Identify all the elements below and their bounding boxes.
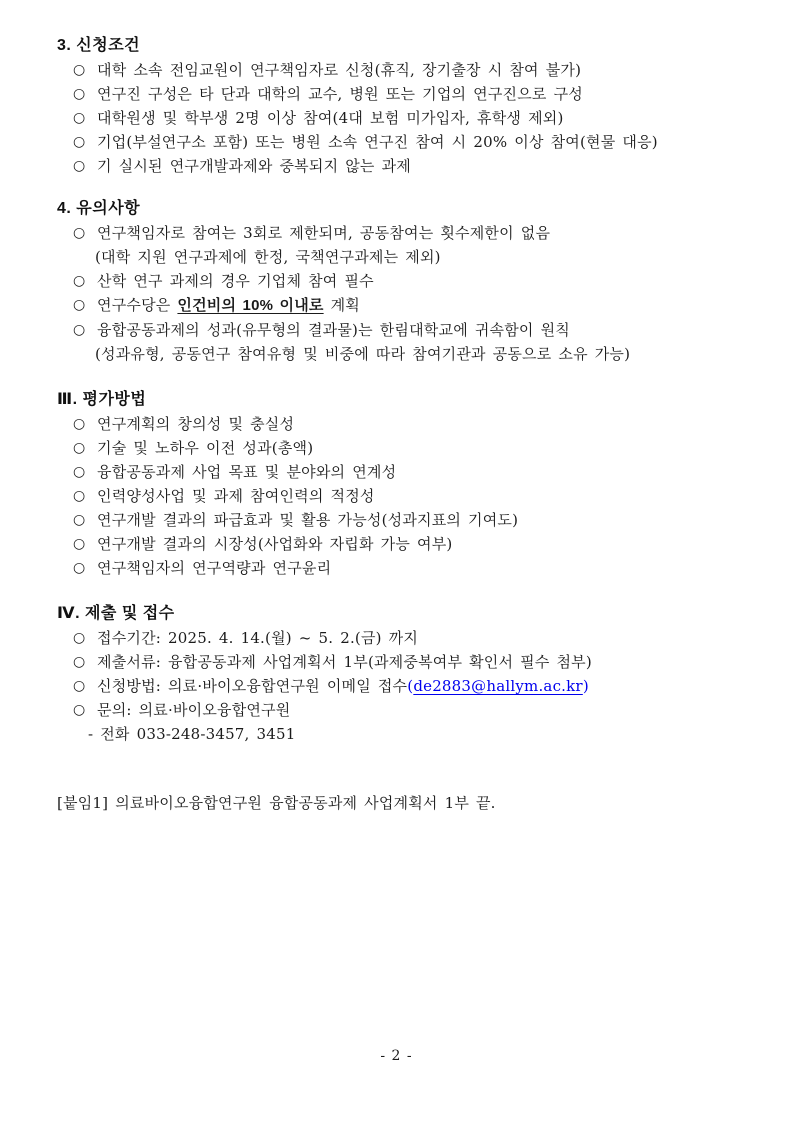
bullet-item-text: 연구계획의 창의성 및 충실성 (97, 415, 295, 433)
bullet-item (57, 484, 757, 508)
section-title: Ⅲ. 평가방법 (57, 391, 147, 408)
bullet-item-text: 융합공동과제의 성과(유무형의 결과물)는 한림대학교에 귀속함이 원칙 (97, 321, 570, 339)
bullet-item (57, 698, 757, 722)
attachment-note: [붙임1] 의료바이오융합연구원 융합공동과제 사업계획서 1부 끝. (57, 794, 496, 812)
section-title: Ⅳ. 제출 및 접수 (57, 605, 175, 622)
continuation-text: (대학 지원 연구과제에 한정, 국책연구과제는 제외) (95, 248, 441, 266)
bullet-item-text: 계획 (323, 296, 360, 314)
bullet-item-text: 연구개발 결과의 시장성(사업화와 자립화 가능 여부) (97, 535, 453, 553)
circle-bullet-icon: ○ (73, 560, 86, 576)
section-application-conditions (57, 34, 757, 178)
bullet-item-text: 연구수당은 (97, 296, 178, 314)
bullet-item (57, 412, 757, 436)
circle-bullet-icon: ○ (73, 536, 86, 552)
circle-bullet-icon: ○ (73, 512, 86, 528)
bullet-item-text: 기 실시된 연구개발과제와 중복되지 않는 과제 (97, 157, 411, 175)
bullet-item-text: 대학 소속 전임교원이 연구책임자로 신청(휴직, 장기출장 시 참여 불가) (97, 61, 582, 79)
bullet-item (57, 154, 757, 178)
circle-bullet-icon: ○ (73, 488, 86, 504)
circle-bullet-icon: ○ (73, 158, 86, 174)
circle-bullet-icon: ○ (73, 225, 86, 241)
circle-bullet-icon: ○ (73, 297, 86, 313)
section-title: 3. 신청조건 (57, 37, 141, 54)
section-evaluation-method (57, 388, 757, 580)
bullet-item (57, 460, 757, 484)
bullet-item-text: 인력양성사업 및 과제 참여인력의 적정성 (97, 487, 375, 505)
bullet-item (57, 508, 757, 532)
bullet-item-text: 문의: 의료·바이오융합연구원 (97, 701, 291, 719)
bullet-item-text: 기술 및 노하우 이전 성과(총액) (97, 439, 314, 457)
continuation-line (57, 342, 757, 366)
section-submission (57, 602, 757, 746)
section-notes (57, 197, 757, 366)
circle-bullet-icon: ○ (73, 273, 86, 289)
bullet-item-text: 신청방법: 의료·바이오융합연구원 이메일 접수 (97, 677, 408, 695)
bullet-item-text: 산학 연구 과제의 경우 기업체 참여 필수 (97, 272, 374, 290)
bullet-item-text: 연구책임자로 참여는 3회로 제한되며, 공동참여는 횟수제한이 없음 (97, 224, 551, 242)
bullet-item (57, 650, 757, 674)
circle-bullet-icon: ○ (73, 416, 86, 432)
paren-close: ) (582, 677, 589, 695)
bullet-item-text: 연구책임자의 연구역량과 연구윤리 (97, 559, 332, 577)
bullet-item (57, 532, 757, 556)
bullet-item (57, 318, 757, 342)
page-number: - 2 - (380, 1048, 413, 1064)
bullet-item (57, 556, 757, 580)
bullet-item (57, 269, 757, 293)
continuation-line (57, 245, 757, 269)
bullet-item-text: 제출서류: 융합공동과제 사업계획서 1부(과제중복여부 확인서 필수 첨부) (97, 653, 592, 671)
bullet-item (57, 674, 757, 698)
circle-bullet-icon: ○ (73, 702, 86, 718)
emphasized-underline-text: 인건비의 10% 이내로 (177, 297, 324, 314)
document-content (57, 34, 757, 815)
bullet-item (57, 58, 757, 82)
section-title: 4. 유의사항 (57, 200, 141, 217)
circle-bullet-icon: ○ (73, 110, 86, 126)
continuation-text: (성과유형, 공동연구 참여유형 및 비중에 따라 참여기관과 공동으로 소유 가능) (95, 345, 631, 363)
bullet-item (57, 626, 757, 650)
bullet-item-text: 기업(부설연구소 포함) 또는 병원 소속 연구진 참여 시 20% 이상 참여(현물 대응) (97, 133, 658, 151)
email-link[interactable]: de2883@hallym.ac.kr (413, 677, 583, 695)
circle-bullet-icon: ○ (73, 134, 86, 150)
bullet-item-text: 접수기간: 2025. 4. 14.(월) ~ 5. 2.(금) 까지 (97, 629, 419, 647)
phone-line (57, 722, 757, 746)
circle-bullet-icon: ○ (73, 654, 86, 670)
phone-text: - 전화 033-248-3457, 3451 (88, 725, 296, 743)
bullet-item-text: 연구진 구성은 타 단과 대학의 교수, 병원 또는 기업의 연구진으로 구성 (97, 85, 583, 103)
bullet-item-text: 융합공동과제 사업 목표 및 분야와의 연계성 (97, 463, 397, 481)
bullet-item (57, 221, 757, 245)
bullet-item-text: 대학원생 및 학부생 2명 이상 참여(4대 보험 미가입자, 휴학생 제외) (97, 109, 564, 127)
bullet-item (57, 293, 757, 318)
circle-bullet-icon: ○ (73, 322, 86, 338)
circle-bullet-icon: ○ (73, 86, 86, 102)
circle-bullet-icon: ○ (73, 678, 86, 694)
circle-bullet-icon: ○ (73, 464, 86, 480)
bullet-item-text: 연구개발 결과의 파급효과 및 활용 가능성(성과지표의 기여도) (97, 511, 519, 529)
bullet-item (57, 106, 757, 130)
bullet-item (57, 130, 757, 154)
circle-bullet-icon: ○ (73, 62, 86, 78)
bullet-item (57, 82, 757, 106)
circle-bullet-icon: ○ (73, 440, 86, 456)
circle-bullet-icon: ○ (73, 630, 86, 646)
bullet-item (57, 436, 757, 460)
paren-open: ( (407, 677, 414, 695)
